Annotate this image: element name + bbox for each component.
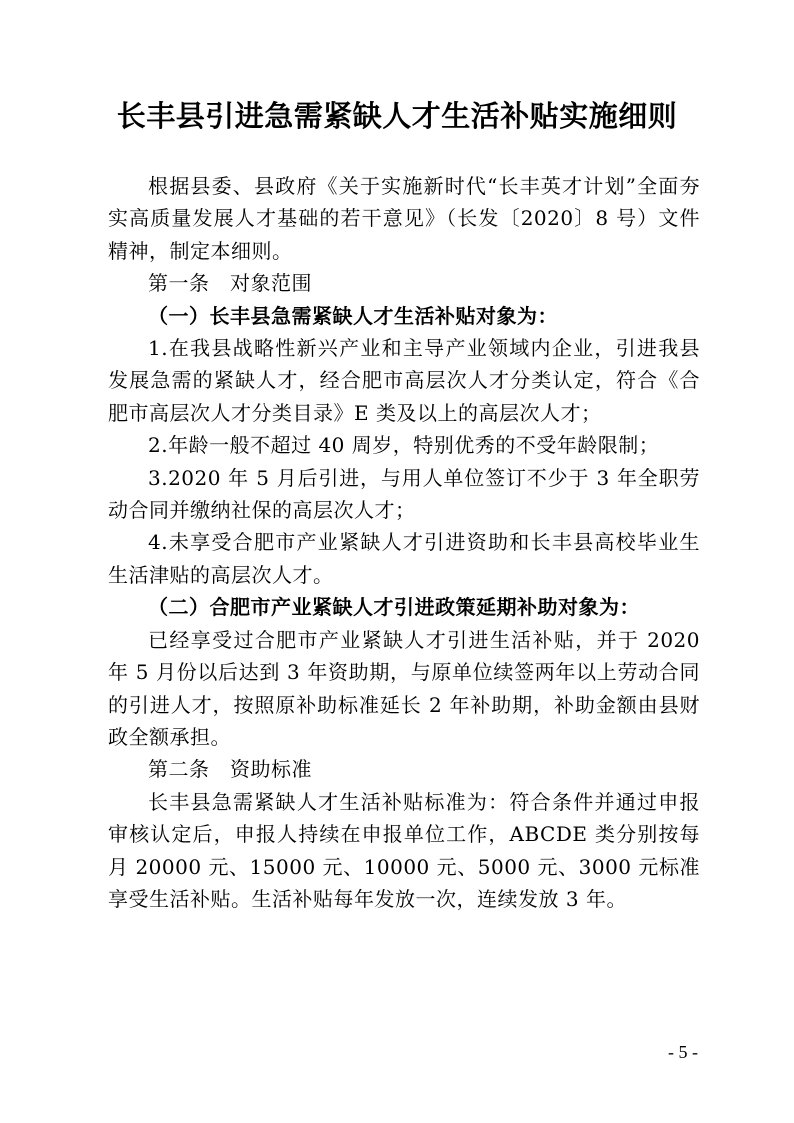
- document-title: 长丰县引进急需紧缺人才生活补贴实施细则: [116, 99, 678, 133]
- document-body: [108, 170, 700, 915]
- clause-1: 1.在我县战略性新兴产业和主导产业领域内企业，引进我县发展急需的紧缺人才，经合肥市高层次人才分类认定，符合《合肥市高层次人才分类目录》E 类及以上的高层次人才；: [108, 336, 700, 425]
- section-heading-extension-targets: （二）合肥市产业紧缺人才引进政策延期补助对象为：: [148, 595, 640, 620]
- article-heading-scope: 第一条 对象范围: [148, 271, 312, 296]
- clause-4: 4.未享受合肥市产业紧缺人才引进资助和长丰县高校毕业生生活津贴的高层次人才。: [108, 530, 700, 587]
- page-number: - 5 -: [668, 1042, 698, 1062]
- standards-paragraph: 长丰县急需紧缺人才生活补贴标准为：符合条件并通过申报审核认定后，申报人持续在申报单位工作，ABCDE 类分别按每月 20000 元、15000 元、10000 元、5000 元、3000 元标准享受生活补贴。生活补贴每年发放一次，连续发放 3 年。: [108, 789, 700, 911]
- extension-paragraph: 已经享受过合肥市产业紧缺人才引进生活补贴，并于 2020 年 5 月份以后达到 3 年资助期，与原单位续签两年以上劳动合同的引进人才，按照原补助标准延长 2 年补助期，补助金额由县财政全额承担。: [108, 627, 700, 749]
- article-heading-standards: 第二条 资助标准: [148, 757, 312, 782]
- section-heading-subsidy-targets: （一）长丰县急需紧缺人才生活补贴对象为：: [148, 303, 558, 328]
- clause-2: 2.年龄一般不超过 40 周岁，特别优秀的不受年龄限制；: [148, 433, 660, 458]
- intro-paragraph: 根据县委、县政府《关于实施新时代“长丰英才计划”全面夯实高质量发展人才基础的若干意见》（长发〔2020〕8 号）文件精神，制定本细则。: [108, 174, 700, 263]
- clause-3: 3.2020 年 5 月后引进，与用人单位签订不少于 3 年全职劳动合同并缴纳社保的高层次人才；: [108, 465, 700, 523]
